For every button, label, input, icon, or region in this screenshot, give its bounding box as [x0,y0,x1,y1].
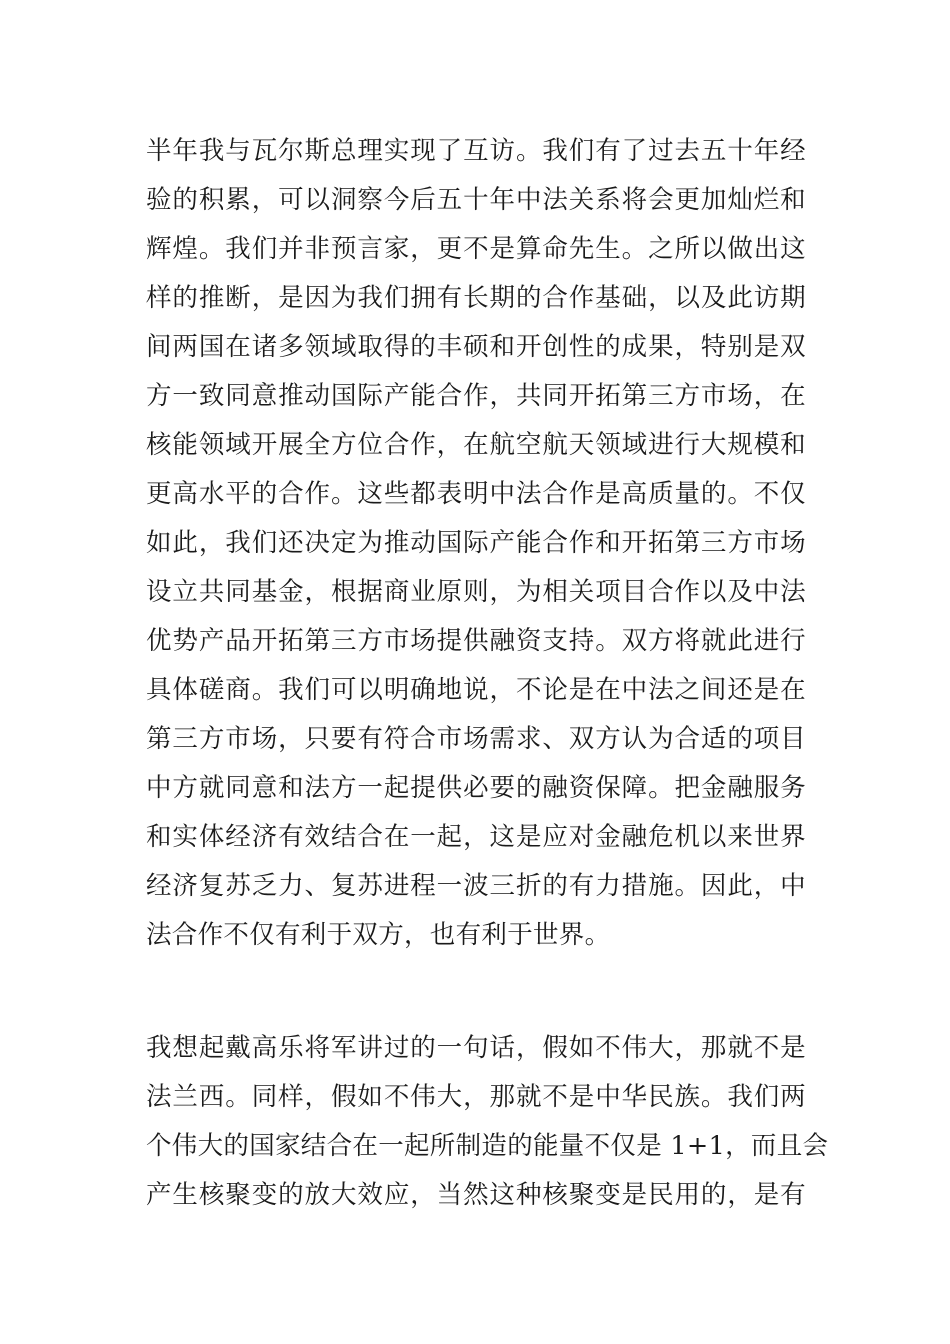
paragraph-line: 经济复苏乏力、复苏进程一波三折的有力措施。因此，中 [146,871,806,901]
paragraph-line: 核能领域开展全方位合作，在航空航天领域进行大规模和 [146,430,806,460]
paragraph-line: 设立共同基金，根据商业原则，为相关项目合作以及中法 [146,577,806,607]
paragraph-line: 辉煌。我们并非预言家，更不是算命先生。之所以做出这 [146,234,806,264]
paragraph-line: 第三方市场，只要有符合市场需求、双方认为合适的项目 [146,724,806,754]
paragraph-line: 样的推断，是因为我们拥有长期的合作基础，以及此访期 [146,283,806,313]
paragraph-line: 间两国在诸多领域取得的丰硕和开创性的成果，特别是双 [146,332,806,362]
paragraph-line: 验的积累，可以洞察今后五十年中法关系将会更加灿烂和 [146,185,806,215]
paragraph-line: 法合作不仅有利于双方，也有利于世界。 [146,920,611,950]
paragraph-line: 和实体经济有效结合在一起，这是应对金融危机以来世界 [146,822,806,852]
paragraph-line: 如此，我们还决定为推动国际产能合作和开拓第三方市场 [146,528,806,558]
paragraph-line: 产生核聚变的放大效应，当然这种核聚变是民用的，是有 [146,1180,806,1210]
paragraph-line: 优势产品开拓第三方市场提供融资支持。双方将就此进行 [146,626,806,656]
paragraph-line: 具体磋商。我们可以明确地说，不论是在中法之间还是在 [146,675,806,705]
paragraph-line: 法兰西。同样，假如不伟大，那就不是中华民族。我们两 [146,1082,806,1112]
paragraph-line: 更高水平的合作。这些都表明中法合作是高质量的。不仅 [146,479,806,509]
paragraph-line: 我想起戴高乐将军讲过的一句话，假如不伟大，那就不是 [146,1033,806,1063]
paragraph-line: 个伟大的国家结合在一起所制造的能量不仅是 1+1，而且会 [146,1131,829,1161]
paragraph-line: 中方就同意和法方一起提供必要的融资保障。把金融服务 [146,773,806,803]
paragraph-line: 半年我与瓦尔斯总理实现了互访。我们有了过去五十年经 [146,136,806,166]
paragraph-line: 方一致同意推动国际产能合作，共同开拓第三方市场，在 [146,381,806,411]
